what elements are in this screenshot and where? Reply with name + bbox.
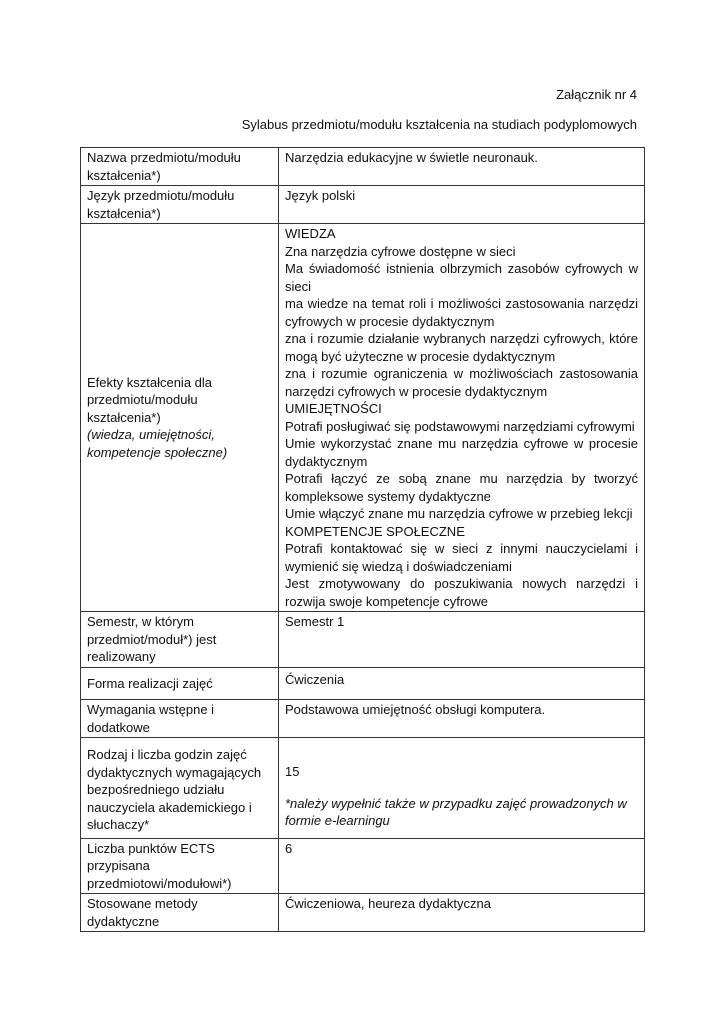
methods-value: Ćwiczeniowa, heureza dydaktyczna	[279, 894, 645, 932]
row-label: Wymagania wstępne i dodatkowe	[81, 700, 279, 738]
course-language: Język polski	[279, 186, 645, 224]
row-label: Stosowane metody dydaktyczne	[81, 894, 279, 932]
spacer	[285, 781, 638, 795]
table-row	[81, 186, 645, 224]
outcome-line: Potrafi łączyć ze sobą znane mu narzędzia by tworzyć kompleksowe systemy dydaktyczne	[285, 471, 638, 504]
outcome-line: Umie wykorzystać znane mu narzędzia cyfrowe w procesie dydaktycznym	[285, 436, 638, 469]
outcome-line: Potrafi posługiwać się podstawowymi narzędziami cyfrowymi	[285, 418, 635, 434]
hours-cell	[279, 738, 645, 839]
syllabus-table	[80, 147, 645, 932]
outcome-line: Umie włączyć znane mu narzędzia cyfrowe w przebieg lekcji	[285, 506, 633, 521]
hours-value: 15	[285, 764, 300, 779]
row-label: Nazwa przedmiotu/modułu kształcenia*)	[81, 148, 279, 186]
annex-number: Załącznik nr 4	[556, 87, 637, 102]
table-row	[81, 894, 645, 932]
outcome-line: Zna narzędzia cyfrowe dostępne w sieci	[285, 243, 516, 259]
table-row	[81, 838, 645, 894]
outcome-heading: KOMPETENCJE SPOŁECZNE	[285, 523, 465, 539]
outcome-line: zna i rozumie działanie wybranych narzędzi cyfrowych, które mogą być użyteczne w procesie dydaktycznym	[285, 331, 638, 364]
hours-note: *należy wypełnić także w przypadku zajęć prowadzonych w formie e-learningu	[285, 795, 627, 828]
outcome-heading: UMIEJĘTNOŚCI	[285, 401, 382, 416]
row-label: Język przedmiotu/modułu kształcenia*)	[81, 186, 279, 224]
outcome-line: Potrafi kontaktować się w sieci z innymi nauczycielami i wymienić się wiedzą i doświadczeniami	[285, 541, 638, 574]
row-label: Efekty kształcenia dla przedmiotu/modułu kształcenia*)	[87, 374, 213, 425]
table-row	[81, 667, 645, 700]
outcome-heading: WIEDZA	[285, 226, 336, 241]
outcomes-label-cell	[81, 224, 279, 612]
ects-value: 6	[279, 838, 645, 894]
form-value: Ćwiczenia	[279, 667, 645, 700]
table-row	[81, 148, 645, 186]
semester-value: Semestr 1	[279, 612, 645, 668]
course-name: Narzędzia edukacyjne w świetle neuronauk.	[279, 148, 645, 186]
requirements-value: Podstawowa umiejętność obsługi komputera.	[279, 700, 645, 738]
outcome-line: ma wiedze na temat roli i możliwości zastosowania narzędzi cyfrowych w procesie dydaktycznym	[285, 296, 638, 329]
row-label: Rodzaj i liczba godzin zajęć dydaktycznych wymagających bezpośredniego udziału nauczyciela akademickiego i słuchaczy*	[81, 738, 279, 839]
row-label: Semestr, w którym przedmiot/moduł*) jest realizowany	[81, 612, 279, 668]
row-label: Forma realizacji zajęć	[81, 667, 279, 700]
learning-outcomes	[279, 224, 645, 612]
table-row	[81, 700, 645, 738]
syllabus-title: Sylabus przedmiotu/modułu kształcenia na studiach podyplomowych	[241, 117, 637, 132]
table-row	[81, 224, 645, 612]
row-label: Liczba punktów ECTS przypisana przedmiotowi/modułowi*)	[81, 838, 279, 894]
outcome-line: Ma świadomość istnienia olbrzymich zasobów cyfrowych w sieci	[285, 261, 638, 294]
table-row	[81, 738, 645, 839]
outcome-line: zna i rozumie ograniczenia w możliwościach zastosowania narzędzi cyfrowych w procesie dydaktycznym	[285, 366, 638, 399]
outcome-line: Jest zmotywowany do poszukiwania nowych narzędzi i rozwija swoje kompetencje cyfrowe	[285, 576, 638, 609]
table-row	[81, 612, 645, 668]
row-label-italic: (wiedza, umiejętności, kompetencje społeczne)	[87, 427, 228, 460]
